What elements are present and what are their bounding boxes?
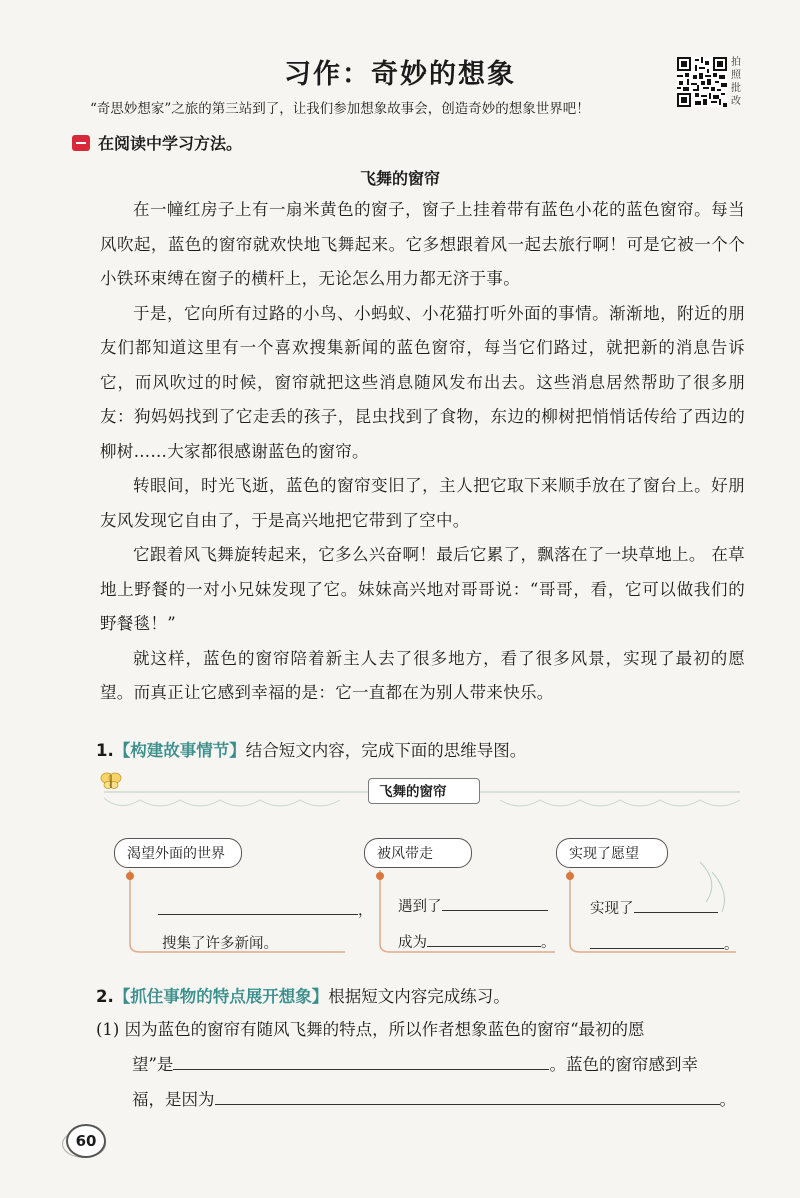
page-number: 60 [66,1124,106,1158]
story-body [100,193,745,711]
section-heading: 在阅读中学习方法。 [98,134,243,153]
story-paragraph: 转眼间，时光飞逝，蓝色的窗帘变旧了，主人把它取下来顺手放在了窗台上。好朋友风发现它自由了，于是高兴地把它带到了空中。 [100,476,745,530]
map-answer-line: ， [158,898,373,920]
qr-caption: 拍 照 批 改 [731,57,741,107]
mind-map-node: 实现了愿望 [556,838,668,868]
story-title: 飞舞的窗帘 [359,169,440,188]
answer-blank[interactable] [215,1088,720,1105]
mind-map-node: 渴望外面的世界 [114,838,242,868]
map-text: 搜集了许多新闻。 [162,936,278,952]
page-title: 习作：奇妙的想象 [284,59,516,90]
question-text: 根据短文内容完成练习。 [328,987,510,1006]
question-1 [96,738,526,764]
qr-code-icon[interactable] [677,57,727,107]
question-tag: 【构建故事情节】 [113,741,246,760]
question-number: 2. [96,987,114,1006]
mind-map-node: 被风带走 [364,838,472,868]
mind-map-title: 飞舞的窗帘 [368,778,480,804]
butterfly-icon [100,772,122,790]
question-2 [96,984,510,1010]
story-paragraph: 它跟着风飞舞旋转起来，它多么兴奋啊！最后它累了，飘落在了一块草地上。 在草地上野餐的一对小兄妹发现了它。妹妹高兴地对哥哥说：“哥哥，看，它可以做我们的野餐毯！” [100,545,745,633]
question-tag: 【抓住事物的特点展开想象】 [113,987,329,1006]
answer-blank[interactable] [173,1053,549,1070]
map-answer-line: 实现了 [590,896,718,918]
map-answer-line: 遇到了 [398,894,548,916]
map-answer-line: 。 [590,932,739,954]
map-answer-line: 成为 。 [398,930,556,952]
story-paragraph: 就这样，蓝色的窗帘陪着新主人去了很多地方，看了很多风景，实现了最初的愿望。而真正让它感到幸福的是：它一直都在为别人带来快乐。 [100,648,745,702]
intro-text: “奇思妙想家”之旅的第三站到了，让我们参加想象故事会，创造奇妙的想象世界吧！ [90,101,590,117]
question-number: 1. [96,741,114,760]
answer-blank[interactable] [634,896,718,913]
answer-blank[interactable] [158,898,358,915]
sub-question-1: (1) 因为蓝色的窗帘有随风飞舞的特点，所以作者想象蓝色的窗帘“最初的愿 望”是 。蓝色的窗帘感到幸 福，是因为 。 [96,1020,736,1109]
story-paragraph: 于是，它向所有过路的小鸟、小蚂蚁、小花猫打听外面的事情。渐渐地，附近的朋友们都知道这里有一个喜欢搜集新闻的蓝色窗帘，每当它们路过，就把新的消息告诉它，而风吹过的时候，窗帘就把这些消息随风发布出去。这些消息居然帮助了很多朋友：狗妈妈找到了它走丢的孩子，昆虫找到了食物，东边的柳树把悄悄话传给了西边的柳树……大家都很感谢蓝色的窗帘。 [100,303,745,461]
answer-blank[interactable] [442,894,548,911]
section-one-badge [72,135,90,151]
story-paragraph: 在一幢红房子上有一扇米黄色的窗子，窗子上挂着带有蓝色小花的蓝色窗帘。每当风吹起，蓝色的窗帘就欢快地飞舞起来。它多想跟着风一起去旅行啊！可是它被一个个小铁环束缚在窗子的横杆上，无论怎么用力都无济于事。 [100,200,745,288]
question-text: 结合短文内容，完成下面的思维导图。 [245,741,527,760]
mind-map [100,772,750,972]
answer-blank[interactable] [590,932,724,949]
answer-blank[interactable] [427,930,541,947]
